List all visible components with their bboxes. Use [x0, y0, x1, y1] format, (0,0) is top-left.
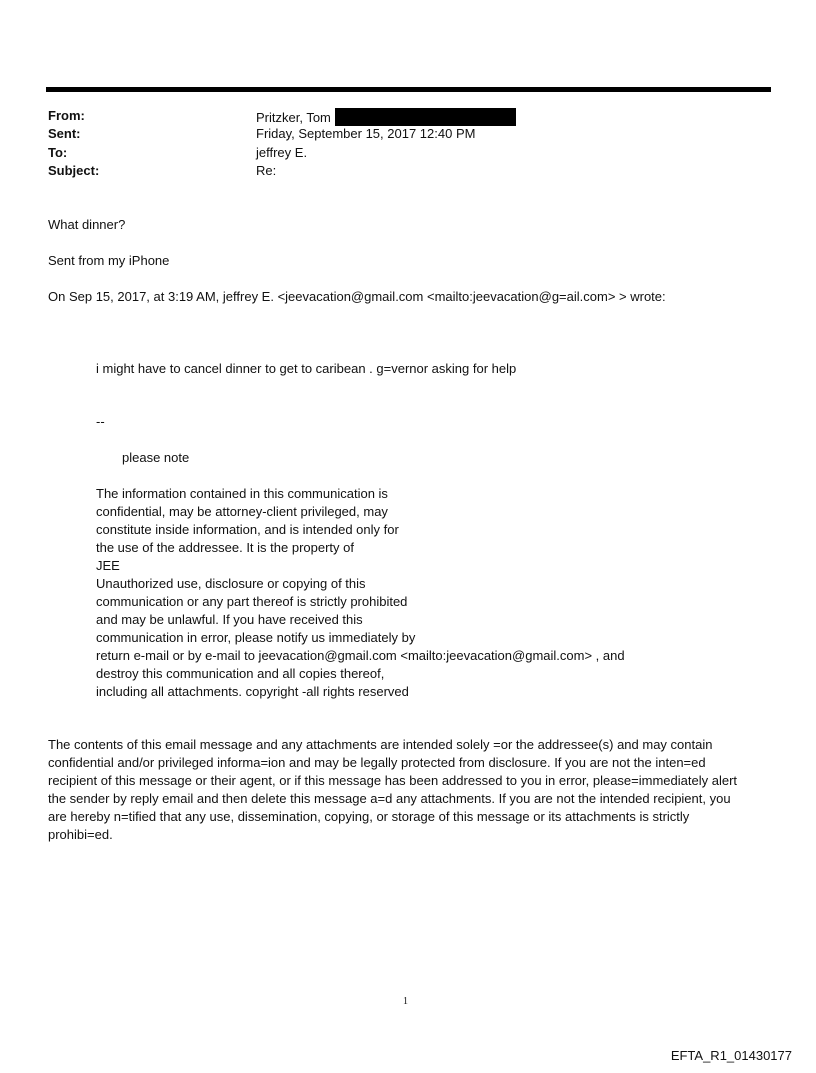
from-value: [256, 108, 516, 126]
footer-line: recipient of this message or their agent, or if this message has been addressed to you in error, please=immediately alert: [48, 773, 738, 788]
subject-value: Re:: [256, 163, 277, 178]
header-rule: [46, 87, 771, 92]
footer-line: confidential and/or privileged informa=ion and may be legally protected from disclosure. If you are not the inten=ed: [48, 755, 706, 770]
notice-line: JEE: [96, 558, 120, 573]
to-label: To:: [48, 145, 68, 160]
notice-line: return e-mail or by e-mail to jeevacation@gmail.com <mailto:jeevacation@gmail.com> , and: [96, 648, 625, 663]
sent-label: Sent:: [48, 126, 81, 141]
notice-line: and may be unlawful. If you have received this: [96, 612, 363, 627]
please-note: please note: [122, 450, 190, 465]
signature-dashes: --: [96, 414, 105, 429]
notice-line: The information contained in this communication is: [96, 486, 388, 501]
from-label: From:: [48, 108, 85, 123]
to-value: jeffrey E.: [256, 145, 308, 160]
redaction-box: [335, 108, 516, 126]
subject-label: Subject:: [48, 163, 100, 178]
bates-number: EFTA_R1_01430177: [670, 1048, 792, 1063]
footer-line: The contents of this email message and any attachments are intended solely =or the addressee(s) and may contain: [48, 737, 713, 752]
notice-line: including all attachments. copyright -all rights reserved: [96, 684, 409, 699]
from-name: Pritzker, Tom: [256, 110, 331, 125]
confidentiality-notice: [96, 485, 625, 701]
reply-text: What dinner?: [48, 217, 126, 232]
footer-line: prohibi=ed.: [48, 827, 113, 842]
quote-intro: On Sep 15, 2017, at 3:19 AM, jeffrey E. <jeevacation@gmail.com <mailto:jeevacation@g=ail.com> > wrote:: [48, 289, 666, 304]
quoted-message: i might have to cancel dinner to get to caribean . g=vernor asking for help: [96, 361, 517, 376]
sent-value: Friday, September 15, 2017 12:40 PM: [256, 126, 476, 141]
page-number: 1: [403, 996, 408, 1007]
notice-line: Unauthorized use, disclosure or copying of this: [96, 576, 366, 591]
notice-line: confidential, may be attorney-client privileged, may: [96, 504, 388, 519]
notice-line: the use of the addressee. It is the property of: [96, 540, 354, 555]
notice-line: destroy this communication and all copies thereof,: [96, 666, 385, 681]
footer-line: are hereby n=tified that any use, dissemination, copying, or storage of this message or its attachments is strictly: [48, 809, 690, 824]
footer-line: the sender by reply email and then delete this message a=d any attachments. If you are not the intended recipient, you: [48, 791, 731, 806]
notice-line: constitute inside information, and is intended only for: [96, 522, 399, 537]
notice-line: communication in error, please notify us immediately by: [96, 630, 416, 645]
footer-disclaimer: [48, 736, 770, 844]
notice-line: communication or any part thereof is strictly prohibited: [96, 594, 408, 609]
signature-text: Sent from my iPhone: [48, 253, 170, 268]
